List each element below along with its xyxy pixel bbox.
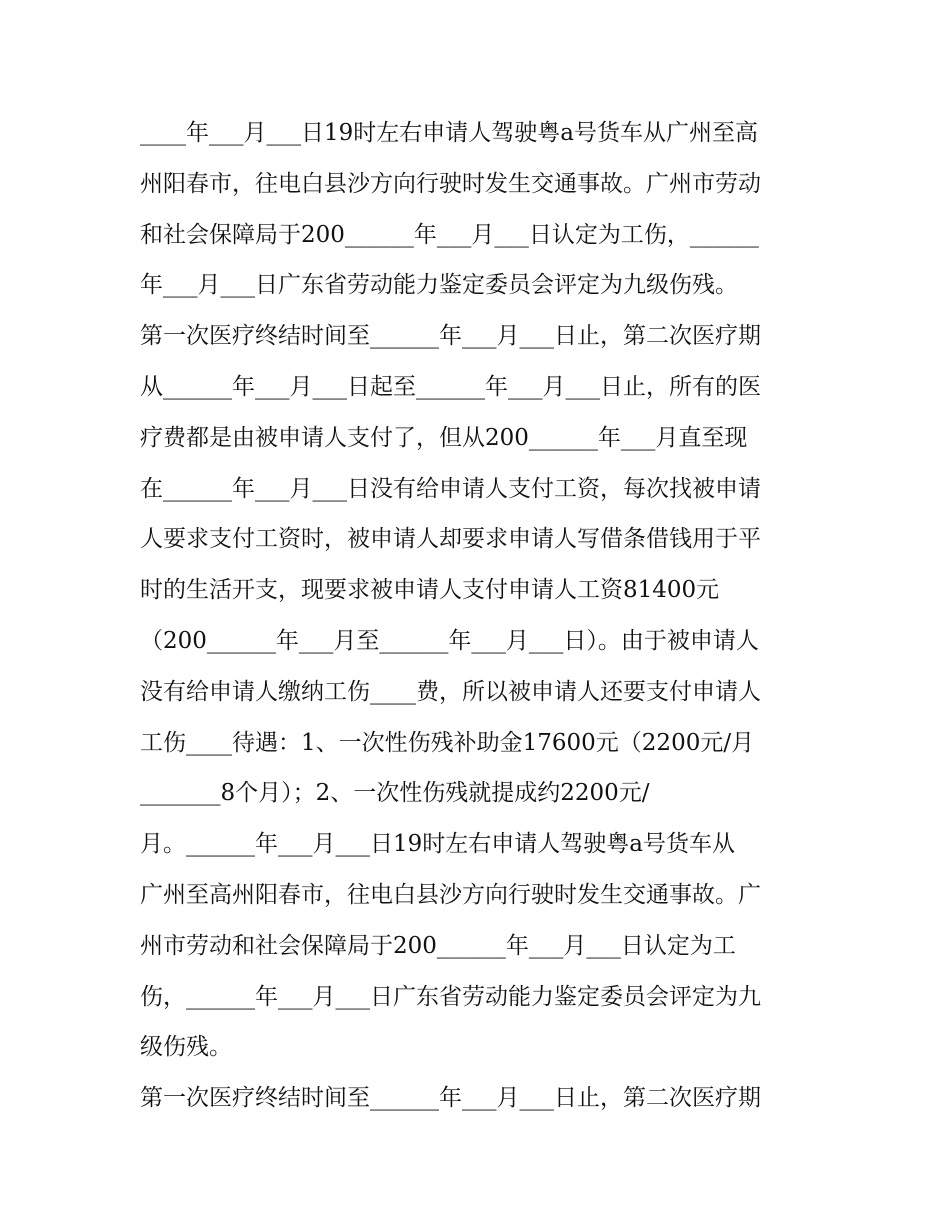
text-line-18: 伤，______年___月___日广东省劳动能力鉴定委员会评定为九	[140, 983, 761, 1010]
text-line-6: 从______年___月___日起至______年___月___日止，所有的医	[140, 373, 761, 400]
text-line-11: （200______年___月至______年___月___日）。由于被申请人	[140, 627, 759, 654]
text-line-7: 疗费都是由被申请人支付了，但从200______年___月直至现	[140, 424, 748, 451]
text-line-15: 月。______年___月___日19时左右申请人驾驶粤a号货车从	[140, 831, 735, 858]
document-body	[140, 108, 820, 1124]
text-line-2: 州阳春市，往电白县沙方向行驶时发生交通事故。广州市劳动	[140, 170, 761, 197]
text-line-4: 年___月___日广东省劳动能力鉴定委员会评定为九级伤残。	[140, 272, 738, 299]
text-line-16: 广州至高州阳春市，往电白县沙方向行驶时发生交通事故。广	[140, 881, 761, 908]
text-line-17: 州市劳动和社会保障局于200______年___月___日认定为工	[140, 932, 736, 959]
text-line-5: 第一次医疗终结时间至______年___月___日止，第二次医疗期	[140, 323, 761, 350]
text-line-3: 和社会保障局于200______年___月___日认定为工伤，______	[140, 221, 759, 248]
text-line-9: 人要求支付工资时，被申请人却要求申请人写借条借钱用于平	[140, 526, 761, 553]
text-line-13: 工伤____待遇：1、一次性伤残补助金17600元（2200元/月	[140, 729, 755, 756]
text-line-14: _______8个月）；2、一次性伤残就提成约2200元/	[140, 780, 650, 807]
text-line-12: 没有给申请人缴纳工伤____费，所以被申请人还要支付申请人	[140, 678, 761, 705]
text-line-19: 级伤残。	[140, 1034, 232, 1061]
text-line-1: ____年___月___日19时左右申请人驾驶粤a号货车从广州至高	[140, 120, 758, 146]
text-line-8: 在______年___月___日没有给申请人支付工资，每次找被申请	[140, 475, 761, 502]
text-line-10: 时的生活开支，现要求被申请人支付申请人工资81400元	[140, 577, 720, 604]
text-line-20: 第一次医疗终结时间至______年___月___日止，第二次医疗期	[140, 1085, 761, 1112]
